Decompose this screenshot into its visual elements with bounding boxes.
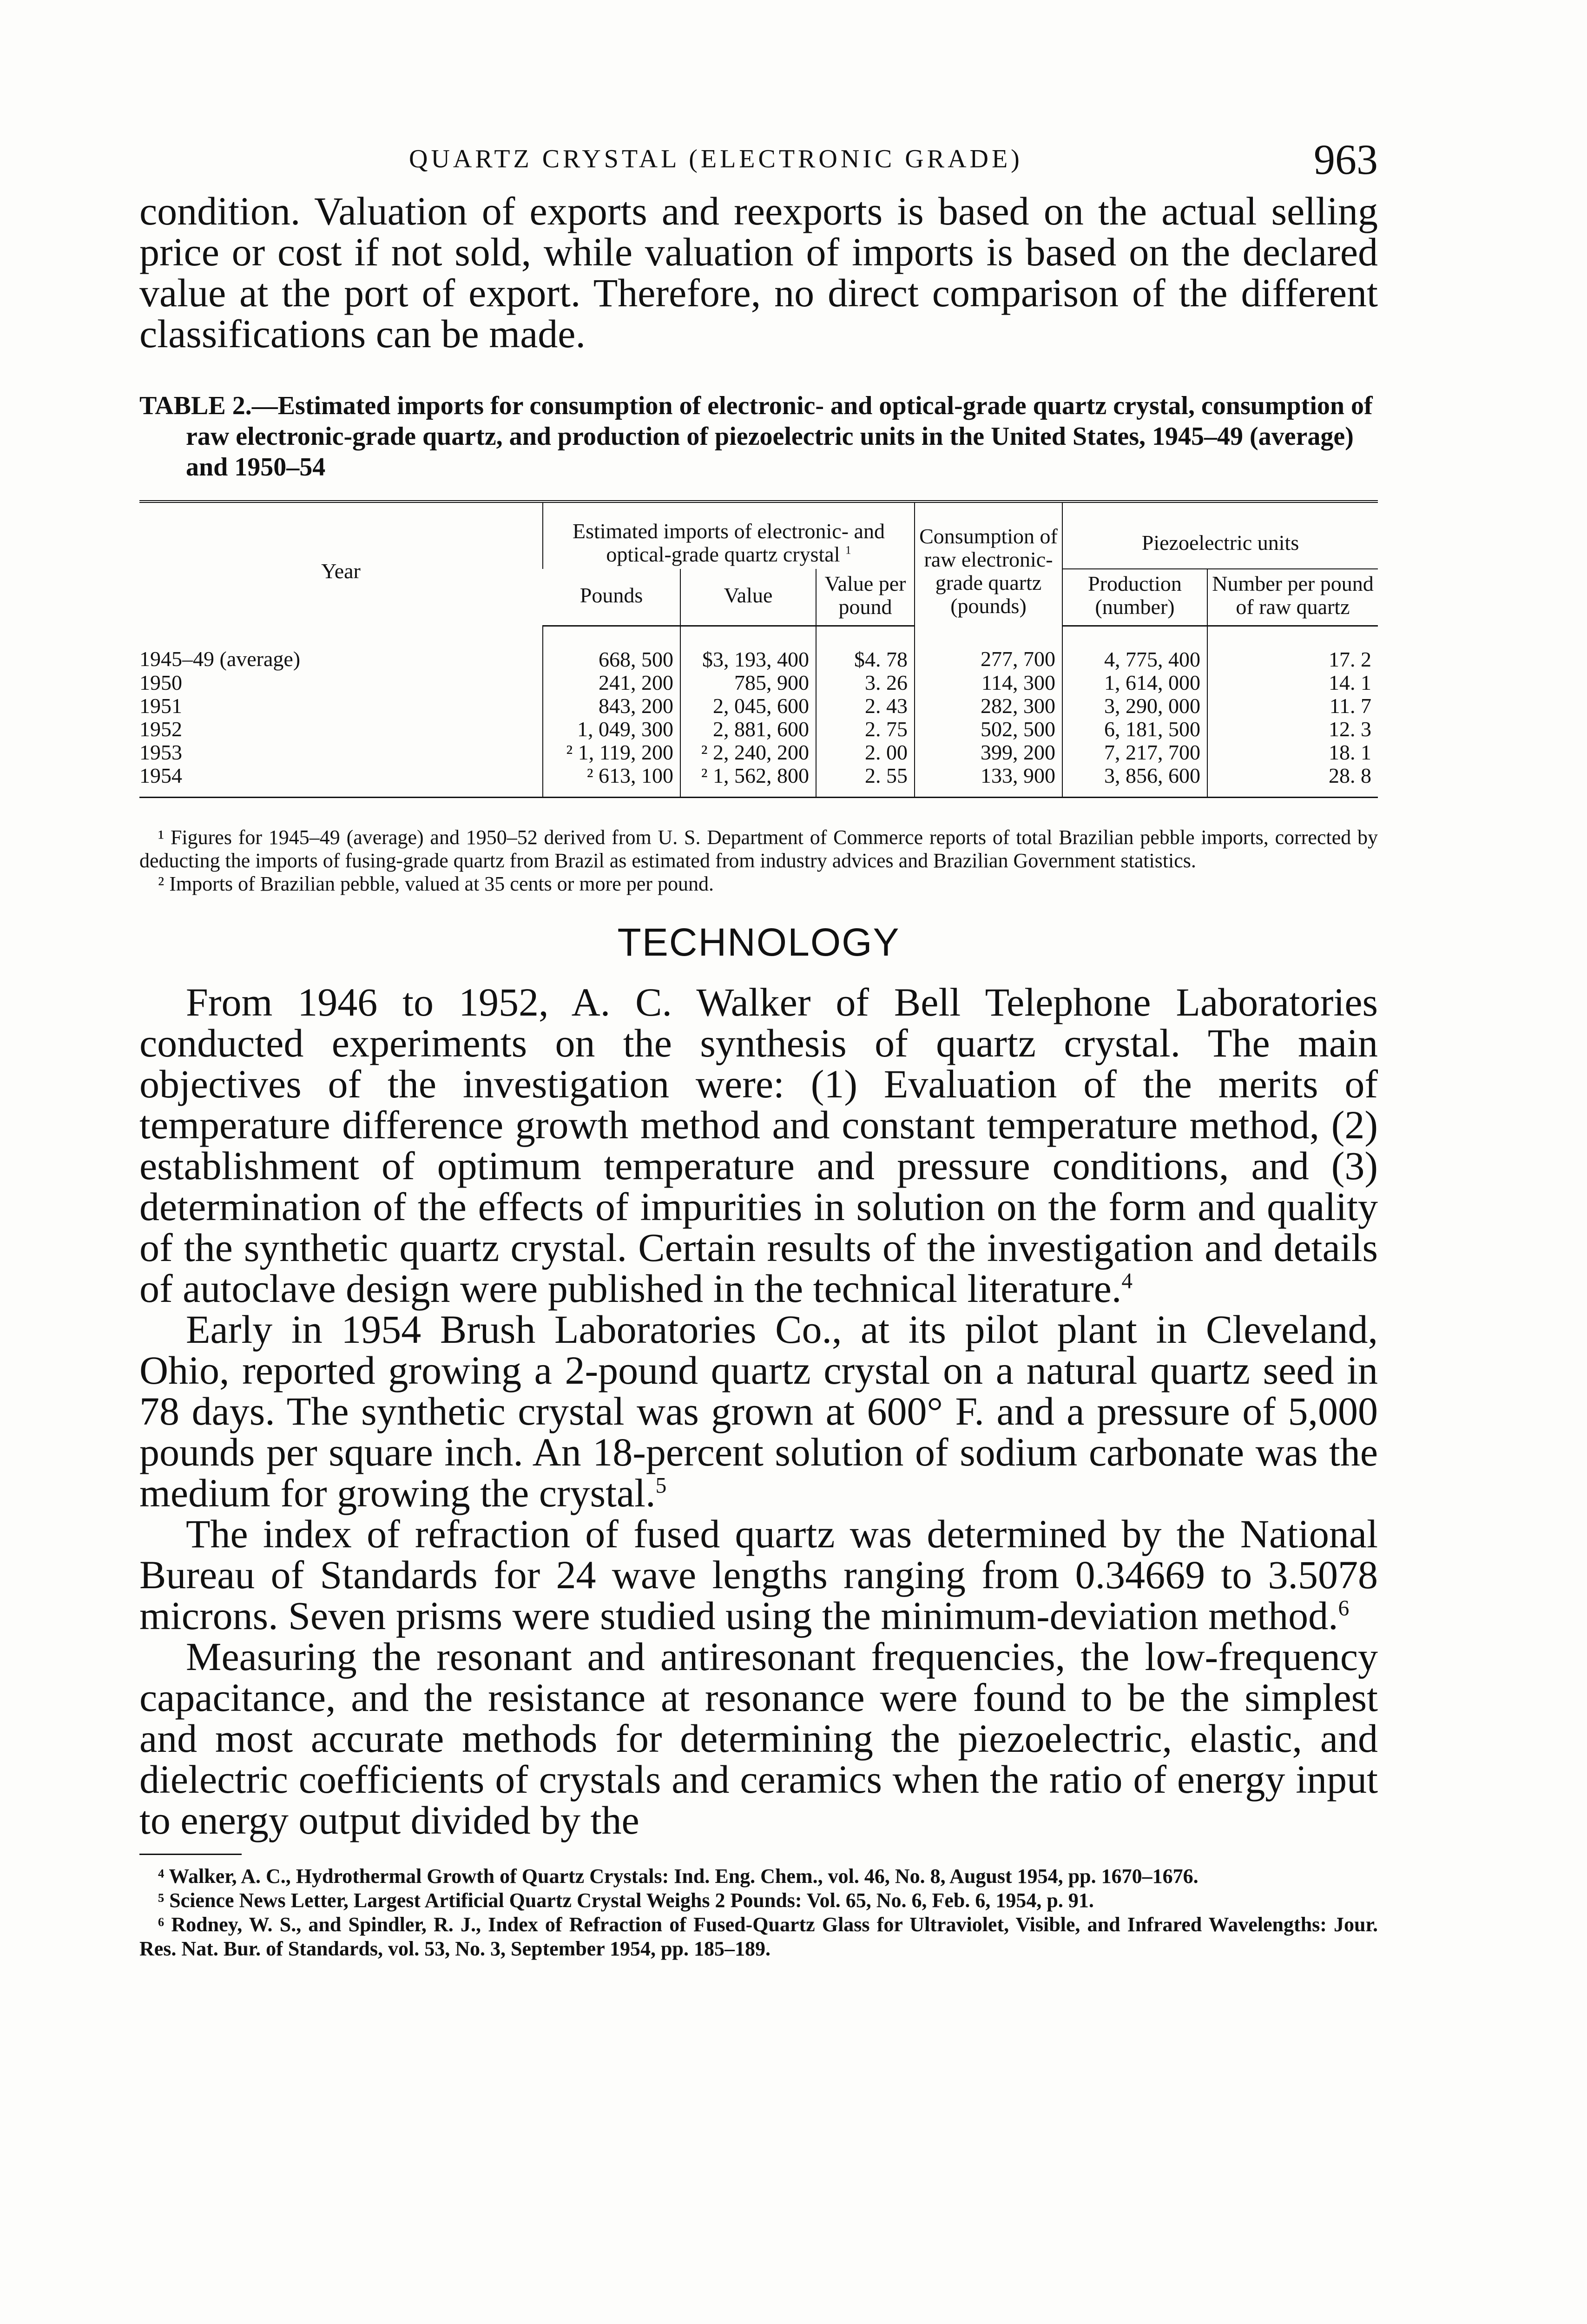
pounds-cell: ² 613, 100 xyxy=(543,764,680,798)
year-cell: 1952 xyxy=(139,717,182,741)
number-per-pound-cell: 11. 7 xyxy=(1207,694,1378,718)
pounds-cell: ² 1, 119, 200 xyxy=(543,741,680,764)
production-cell: 7, 217, 700 xyxy=(1062,741,1207,764)
footnote-ref-6: 6 xyxy=(1338,1596,1350,1621)
header-pounds: Pounds xyxy=(543,569,680,626)
number-per-pound-cell: 12. 3 xyxy=(1207,718,1378,741)
technology-paragraph-1-text: From 1946 to 1952, A. C. Walker of Bell Telephone Laboratories conducted experiments on the synthesis of quartz crystal. The main objectives of the investigation were: (1) Evaluation of the merits of temperature difference growth method and constant temperature method, (2) establishment of optimum temperature and pressure conditions, and (3) determination of the effects of impurities in solution on the form and quality of the synthetic quartz crystal. Certain results of the investigation and details of autoclave design were published in the technical literature. xyxy=(139,980,1378,1311)
header-production: Production (number) xyxy=(1062,569,1207,626)
number-per-pound-cell: 18. 1 xyxy=(1207,741,1378,764)
running-head xyxy=(139,135,1378,191)
table-row xyxy=(139,694,1378,718)
footnote-rule xyxy=(139,1854,242,1855)
footnote-6: ⁶ Rodney, W. S., and Spindler, R. J., Index of Refraction of Fused-Quartz Glass for Ultraviolet, Visible, and Infrared Wavelengths: Jour. Res. Nat. Bur. of Standards, vol. 53, No. 3, September 1954, pp. 185–189. xyxy=(139,1913,1378,1960)
year-cell: 1954 xyxy=(139,764,543,798)
year-cell: 1951 xyxy=(139,694,182,718)
number-per-pound-cell: 17. 2 xyxy=(1207,626,1378,672)
table-row xyxy=(139,741,1378,764)
table-caption: TABLE 2.—Estimated imports for consumption of electronic- and optical-grade quartz crystal, consumption of raw electronic-grade quartz, and production of piezoelectric units in the United States, 1945–49 (average) and 1950–54 xyxy=(139,391,1373,482)
technology-paragraph-3 xyxy=(139,1513,1378,1636)
consumption-cell: 399, 200 xyxy=(915,741,1062,764)
production-cell: 3, 856, 600 xyxy=(1062,764,1207,798)
value-cell: 785, 900 xyxy=(680,671,816,694)
production-cell: 1, 614, 000 xyxy=(1062,671,1207,694)
value-per-pound-cell: 2. 75 xyxy=(816,718,915,741)
table-note-1: ¹ Figures for 1945–49 (average) and 1950–52 derived from U. S. Department of Commerce reports of total Brazilian pebble imports, corrected by deducting the imports of fusing-grade quartz from Brazil as estimated from industry advices and Brazilian Government statistics. xyxy=(139,826,1378,872)
header-imports-group-label: Estimated imports of electronic- and optical-grade quartz crystal xyxy=(573,519,885,566)
year-cell: 1945–49 (average) xyxy=(139,647,301,671)
header-number-per-pound: Number per pound of raw quartz xyxy=(1207,569,1378,626)
production-cell: 6, 181, 500 xyxy=(1062,718,1207,741)
header-value: Value xyxy=(680,569,816,626)
technology-paragraph-3-text: The index of refraction of fused quartz was determined by the National Bureau of Standards for 24 wave lengths ranging from 0.34669 to 3.5078 microns. Seven prisms were studied using the minimum-deviation method. xyxy=(139,1512,1378,1638)
consumption-cell: 133, 900 xyxy=(915,764,1062,798)
intro-paragraph: condition. Valuation of exports and reexports is based on the actual selling price or cost if not sold, while valuation of imports is based on the declared value at the port of export. Therefore, no direct comparison of the different classifications can be made. xyxy=(139,189,1378,356)
year-cell: 1953 xyxy=(139,740,182,764)
section-heading: TECHNOLOGY xyxy=(617,920,900,964)
pounds-cell: 241, 200 xyxy=(543,671,680,694)
year-cell: 1950 xyxy=(139,671,182,694)
page-number: 963 xyxy=(1314,136,1378,183)
header-imports-group xyxy=(543,502,915,569)
imports-table xyxy=(139,500,1378,798)
value-per-pound-cell: 2. 43 xyxy=(816,694,915,718)
table-body xyxy=(139,626,1378,798)
header-piezo-group: Piezoelectric units xyxy=(1062,502,1378,569)
value-per-pound-cell: $4. 78 xyxy=(816,626,915,672)
consumption-cell: 114, 300 xyxy=(915,671,1062,694)
header-consumption: Consumption of raw electronic-grade quartz (pounds) xyxy=(915,502,1062,626)
technology-paragraph-2-text: Early in 1954 Brush Laboratories Co., at its pilot plant in Cleveland, Ohio, reported growing a 2-pound quartz crystal on a natural quartz seed in 78 days. The synthetic crystal was grown at 600° F. and a pressure of 5,000 pounds per square inch. An 18-percent solution of sodium carbonate was the medium for growing the crystal. xyxy=(139,1307,1378,1515)
table-row xyxy=(139,626,1378,672)
running-title: QUARTZ CRYSTAL (ELECTRONIC GRADE) xyxy=(409,145,1023,173)
pounds-cell: 843, 200 xyxy=(543,694,680,718)
consumption-cell: 502, 500 xyxy=(915,718,1062,741)
value-per-pound-cell: 2. 55 xyxy=(816,764,915,798)
table-row xyxy=(139,764,1378,798)
header-imports-footnote-ref: 1 xyxy=(845,543,851,557)
technology-paragraph-4: Measuring the resonant and antiresonant frequencies, the low-frequency capacitance, and the resistance at resonance were found to be the simplest and most accurate methods for determining the piezoelectric, elastic, and dielectric coefficients of crystals and ceramics when the ratio of energy input to energy output divided by the xyxy=(139,1634,1378,1842)
consumption-cell: 277, 700 xyxy=(915,626,1062,672)
footnote-ref-4: 4 xyxy=(1121,1269,1133,1294)
header-year: Year xyxy=(139,502,543,626)
value-per-pound-cell: 3. 26 xyxy=(816,671,915,694)
table-notes xyxy=(139,826,1378,896)
production-cell: 4, 775, 400 xyxy=(1062,626,1207,672)
consumption-cell: 282, 300 xyxy=(915,694,1062,718)
technology-paragraph-1 xyxy=(139,982,1378,1309)
header-value-per-pound: Value per pound xyxy=(816,569,915,626)
number-per-pound-cell: 28. 8 xyxy=(1207,764,1378,798)
footnote-4: ⁴ Walker, A. C., Hydrothermal Growth of Quartz Crystals: Ind. Eng. Chem., vol. 46, No. 8, August 1954, pp. 1670–1676. xyxy=(158,1865,1198,1888)
pounds-cell: 668, 500 xyxy=(543,626,680,672)
value-cell: ² 2, 240, 200 xyxy=(680,741,816,764)
table-row xyxy=(139,718,1378,741)
value-cell: $3, 193, 400 xyxy=(680,626,816,672)
page xyxy=(139,135,1378,1961)
value-cell: ² 1, 562, 800 xyxy=(680,764,816,798)
value-per-pound-cell: 2. 00 xyxy=(816,741,915,764)
pounds-cell: 1, 049, 300 xyxy=(543,718,680,741)
number-per-pound-cell: 14. 1 xyxy=(1207,671,1378,694)
footnote-5: ⁵ Science News Letter, Largest Artificial Quartz Crystal Weighs 2 Pounds: Vol. 65, No. 6, Feb. 6, 1954, p. 91. xyxy=(158,1889,1094,1912)
table-row xyxy=(139,671,1378,694)
value-cell: 2, 045, 600 xyxy=(680,694,816,718)
technology-paragraph-2 xyxy=(139,1309,1378,1513)
table-note-2: ² Imports of Brazilian pebble, valued at 35 cents or more per pound. xyxy=(158,872,714,895)
footnotes xyxy=(139,1864,1378,1961)
footnote-ref-5: 5 xyxy=(655,1473,667,1498)
value-cell: 2, 881, 600 xyxy=(680,718,816,741)
production-cell: 3, 290, 000 xyxy=(1062,694,1207,718)
